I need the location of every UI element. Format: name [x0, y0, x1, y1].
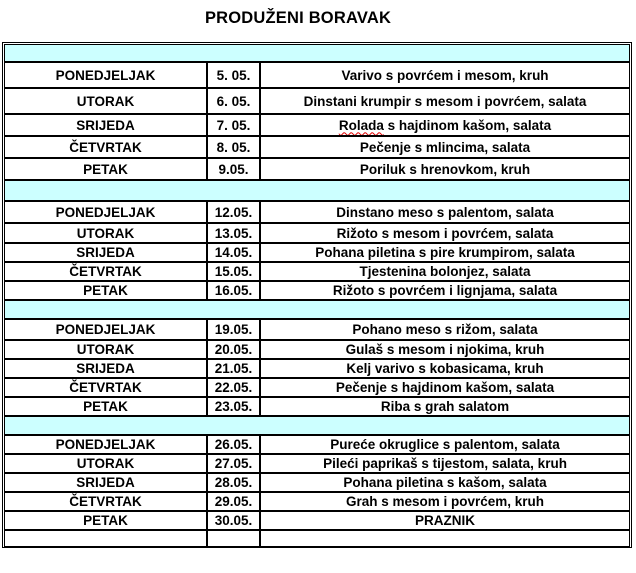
table-row — [4, 62, 630, 88]
table-row — [4, 114, 630, 136]
separator-row — [4, 416, 630, 435]
day-cell: UTORAK — [4, 88, 207, 114]
day-cell: PETAK — [4, 281, 207, 300]
table-row — [4, 378, 630, 397]
date-cell: 12.05. — [207, 201, 260, 223]
day-cell: PETAK — [4, 511, 207, 530]
table-row — [4, 454, 630, 473]
meal-cell: Rižoto s povrćem i lignjama, salata — [260, 281, 630, 300]
date-cell: 6. 05. — [207, 88, 260, 114]
table-row — [4, 281, 630, 300]
table-row — [4, 473, 630, 492]
separator-row — [4, 300, 630, 319]
page-title: PRODUŽENI BORAVAK — [204, 9, 392, 27]
meal-cell: Poriluk s hrenovkom, kruh — [260, 158, 630, 180]
empty-cell — [4, 530, 207, 547]
meal-cell: Tjestenina bolonjez, salata — [260, 262, 630, 281]
meal-cell: Pečenje s hajdinom kašom, salata — [260, 378, 630, 397]
table-row — [4, 158, 630, 180]
date-cell: 14.05. — [207, 243, 260, 262]
table-row — [4, 201, 630, 223]
meal-cell: Dinstani krumpir s mesom i povrćem, salata — [260, 88, 630, 114]
separator-row — [4, 180, 630, 201]
table-row — [4, 511, 630, 530]
meal-cell: Pohano meso s rižom, salata — [260, 319, 630, 340]
day-cell: UTORAK — [4, 454, 207, 473]
date-cell: 23.05. — [207, 397, 260, 416]
day-cell: ČETVRTAK — [4, 262, 207, 281]
empty-row — [4, 530, 630, 547]
meal-cell: Pohana piletina s pire krumpirom, salata — [260, 243, 630, 262]
empty-cell — [207, 530, 260, 547]
date-cell: 9.05. — [207, 158, 260, 180]
meal-text: s hajdinom kašom, salata — [383, 117, 552, 133]
day-cell: UTORAK — [4, 223, 207, 243]
meal-cell: Pohana piletina s kašom, salata — [260, 473, 630, 492]
date-cell: 26.05. — [207, 435, 260, 454]
day-cell: SRIJEDA — [4, 114, 207, 136]
meal-cell: Grah s mesom i povrćem, kruh — [260, 492, 630, 511]
table-row — [4, 397, 630, 416]
meal-cell: Pileći paprikaš s tijestom, salata, kruh — [260, 454, 630, 473]
date-cell: 28.05. — [207, 473, 260, 492]
date-cell: 7. 05. — [207, 114, 260, 136]
day-cell: UTORAK — [4, 340, 207, 359]
table-row — [4, 88, 630, 114]
day-cell: ČETVRTAK — [4, 136, 207, 158]
meal-cell: Pureće okruglice s palentom, salata — [260, 435, 630, 454]
table-row — [4, 319, 630, 340]
meal-cell: Rižoto s mesom i povrćem, salata — [260, 223, 630, 243]
day-cell: PONEDJELJAK — [4, 319, 207, 340]
day-cell: PONEDJELJAK — [4, 62, 207, 88]
table-row — [4, 359, 630, 378]
date-cell: 30.05. — [207, 511, 260, 530]
date-cell: 27.05. — [207, 454, 260, 473]
meal-cell: Pečenje s mlincima, salata — [260, 136, 630, 158]
table-row — [4, 136, 630, 158]
meal-cell: Gulaš s mesom i njokima, kruh — [260, 340, 630, 359]
date-cell: 5. 05. — [207, 62, 260, 88]
table-row — [4, 340, 630, 359]
spellcheck-word: Rolada — [338, 117, 384, 133]
day-cell: PONEDJELJAK — [4, 435, 207, 454]
date-cell: 16.05. — [207, 281, 260, 300]
meal-cell — [260, 114, 630, 136]
date-cell: 21.05. — [207, 359, 260, 378]
meal-cell: Dinstano meso s palentom, salata — [260, 201, 630, 223]
table-row — [4, 492, 630, 511]
meal-cell: Riba s grah salatom — [260, 397, 630, 416]
table-row — [4, 435, 630, 454]
day-cell: PETAK — [4, 158, 207, 180]
table-row — [4, 262, 630, 281]
empty-cell — [260, 530, 630, 547]
date-cell: 20.05. — [207, 340, 260, 359]
day-cell: ČETVRTAK — [4, 492, 207, 511]
date-cell: 13.05. — [207, 223, 260, 243]
date-cell: 8. 05. — [207, 136, 260, 158]
meal-cell: Kelj varivo s kobasicama, kruh — [260, 359, 630, 378]
table-row — [4, 243, 630, 262]
menu-table — [4, 44, 630, 547]
date-cell: 22.05. — [207, 378, 260, 397]
table-row — [4, 223, 630, 243]
day-cell: SRIJEDA — [4, 243, 207, 262]
day-cell: PETAK — [4, 397, 207, 416]
day-cell: SRIJEDA — [4, 359, 207, 378]
date-cell: 15.05. — [207, 262, 260, 281]
separator-row — [4, 44, 630, 62]
day-cell: PONEDJELJAK — [4, 201, 207, 223]
meal-cell: Varivo s povrćem i mesom, kruh — [260, 62, 630, 88]
day-cell: SRIJEDA — [4, 473, 207, 492]
date-cell: 29.05. — [207, 492, 260, 511]
meal-cell: PRAZNIK — [260, 511, 630, 530]
day-cell: ČETVRTAK — [4, 378, 207, 397]
date-cell: 19.05. — [207, 319, 260, 340]
